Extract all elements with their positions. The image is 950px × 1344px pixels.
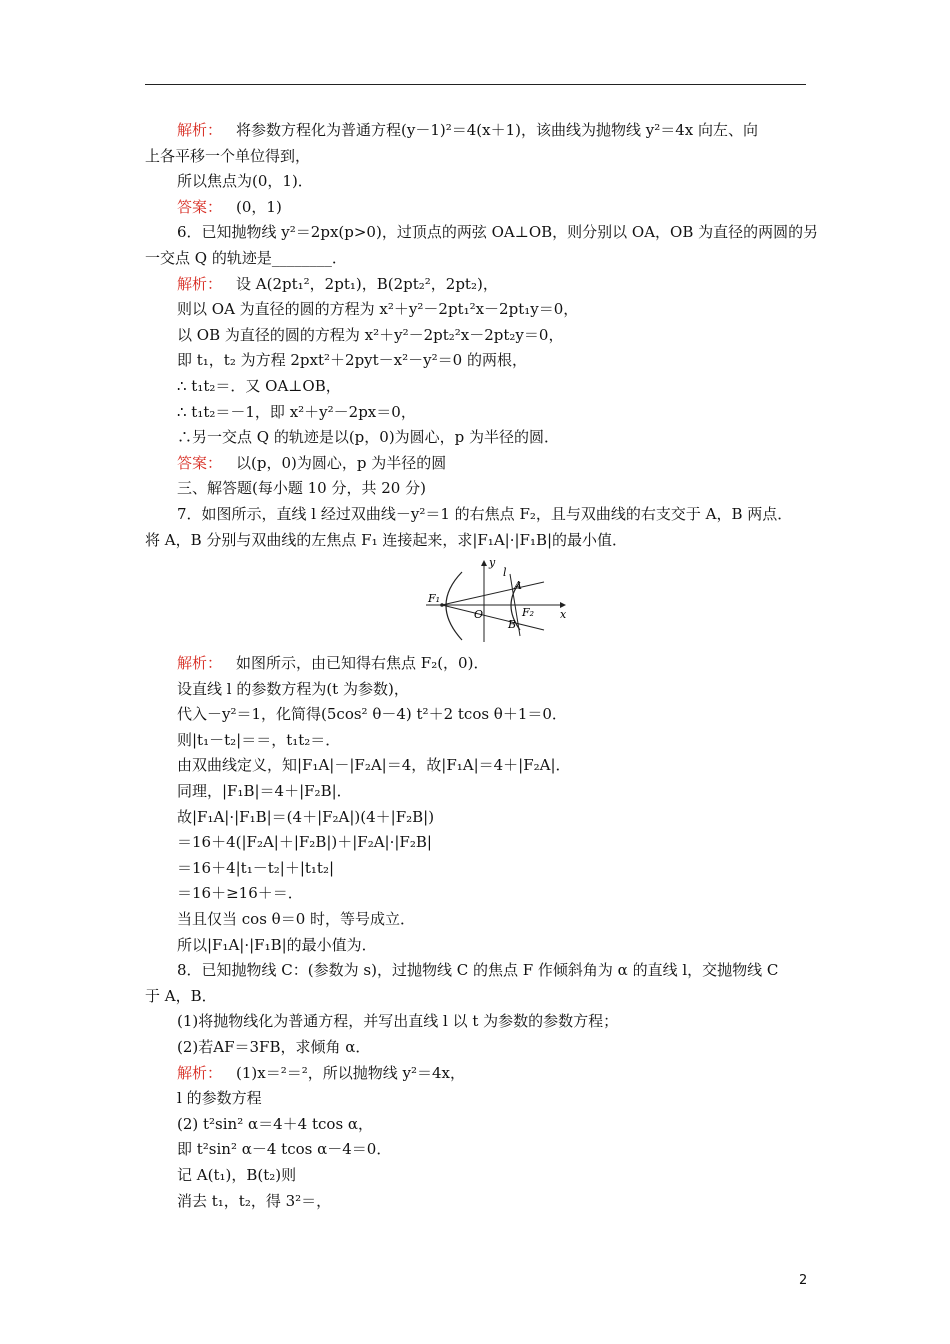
label-F1: F₁ <box>428 592 441 606</box>
document-body <box>145 118 819 1214</box>
text-line <box>145 297 807 323</box>
line-text: 8．已知抛物线 C：(参数为 s)，过抛物线 C 的焦点 F 作倾斜角为 α 的直线 l，交抛物线 C <box>177 961 779 980</box>
text-line <box>145 958 807 984</box>
line-text: ＝16＋≥16＋＝． <box>177 884 303 903</box>
label-B: B <box>508 618 517 632</box>
line-text: 6．已知抛物线 y²＝2px(p>0)，过顶点的两弦 OA⊥OB，则分别以 OA，OB 为直径的两圆的另 <box>177 223 819 242</box>
text-block-1 <box>145 118 819 553</box>
hyperbola-diagram <box>422 558 568 644</box>
header-rule <box>145 84 806 85</box>
text-line <box>145 272 807 298</box>
text-line <box>145 1189 807 1215</box>
text-line <box>145 374 807 400</box>
text-line <box>145 118 807 144</box>
line-text: (2)若AF＝3FB，求倾角 α． <box>177 1038 371 1056</box>
line-text: 将参数方程化为普通方程(y－1)²＝4(x＋1)，该曲线为抛物线 y²＝4x 向左、向 <box>236 121 759 139</box>
line-text: 一交点 Q 的轨迹是________． <box>145 248 347 267</box>
text-line <box>145 856 807 882</box>
text-line <box>145 907 807 933</box>
line-text: ∴ t₁t₂＝－1，即 x²＋y²－2px＝0， <box>177 402 416 421</box>
line-text: (0，1) <box>236 197 282 216</box>
text-line <box>145 805 807 831</box>
line-text: 当且仅当 cos θ＝0 时，等号成立． <box>177 910 416 929</box>
text-line <box>145 348 807 374</box>
section-label: 解析： <box>177 121 223 139</box>
text-line <box>145 1035 807 1061</box>
line-text: 则|t₁－t₂|＝＝，t₁t₂＝． <box>177 730 341 749</box>
text-line <box>145 753 807 779</box>
text-line <box>145 528 807 554</box>
line-text: (1)将抛物线化为普通方程，并写出直线 l 以 t 为参数的参数方程； <box>177 1012 619 1031</box>
line-text: ＝16＋4|t₁－t₂|＋|t₁t₂| <box>177 858 335 877</box>
text-line <box>145 830 807 856</box>
line-text: 于 A，B． <box>145 986 217 1005</box>
line-text: 则以 OA 为直径的圆的方程为 x²＋y²－2pt₁²x－2pt₁y＝0， <box>177 300 579 319</box>
line-text: 三、解答题(每小题 10 分，共 20 分) <box>177 479 426 498</box>
label-l: l <box>503 566 507 580</box>
line-text: 7．如图所示，直线 l 经过双曲线－y²＝1 的右焦点 F₂，且与双曲线的右支交于 A，B 两点． <box>177 504 793 523</box>
line-text: 设直线 l 的参数方程为(t 为参数)， <box>177 679 409 698</box>
line-text: ＝16＋4(|F₂A|＋|F₂B|)＋|F₂A|·|F₂B| <box>177 833 432 852</box>
label-F2: F₂ <box>522 606 535 620</box>
line-text: 同理，|F₁B|＝4＋|F₂B|． <box>177 782 352 801</box>
line-text: (1)x＝²＝²，所以抛物线 y²＝4x， <box>236 1063 466 1082</box>
line-text: 以 OB 为直径的圆的方程为 x²＋y²－2pt₂²x－2pt₂y＝0， <box>177 325 564 344</box>
line-text: ∴另一交点 Q 的轨迹是以(p，0)为圆心，p 为半径的圆． <box>177 428 560 447</box>
line-text: 设 A(2pt₁²，2pt₁)，B(2pt₂²，2pt₂)， <box>236 274 498 293</box>
hyperbola-figure <box>145 553 807 651</box>
line-text: 即 t₁，t₂ 为方程 2pxt²＋2pyt－x²－y²＝0 的两根， <box>177 351 527 370</box>
line-text: 故|F₁A|·|F₁B|＝(4＋|F₂A|)(4＋|F₂B|) <box>177 807 435 826</box>
line-text: 所以焦点为(0，1)． <box>177 172 313 191</box>
text-line <box>145 476 807 502</box>
line-text: 即 t²sin² α－4 tcos α－4＝0． <box>177 1140 392 1159</box>
text-line <box>145 933 807 959</box>
text-line <box>145 881 807 907</box>
line-text: 将 A，B 分别与双曲线的左焦点 F₁ 连接起来，求|F₁A|·|F₁B|的最小值． <box>145 530 628 549</box>
line-text: 如图所示，由已知得右焦点 F₂(，0)． <box>236 654 489 673</box>
line-text: l 的参数方程 <box>177 1089 262 1108</box>
line-text: 上各平移一个单位得到， <box>145 146 311 165</box>
text-line <box>145 779 807 805</box>
line-text: (2) t²sin² α＝4＋4 tcos α， <box>177 1114 374 1133</box>
line-text: 所以|F₁A|·|F₁B|的最小值为． <box>177 935 377 954</box>
text-line <box>145 144 807 170</box>
text-line <box>145 702 807 728</box>
section-label: 解析： <box>177 654 223 673</box>
text-line <box>145 651 807 677</box>
text-line <box>145 169 807 195</box>
label-x: x <box>560 608 567 622</box>
section-label: 答案： <box>177 197 223 216</box>
line-text: 以(p，0)为圆心，p 为半径的圆 <box>236 453 447 472</box>
section-label: 答案： <box>177 453 223 472</box>
text-block-2 <box>145 651 807 1214</box>
text-line <box>145 1112 807 1138</box>
line-text: 记 A(t₁)，B(t₂)则 <box>177 1165 297 1184</box>
text-line <box>145 425 807 451</box>
line-text: 代入－y²＝1，化简得(5cos² θ－4) t²＋2 tcos θ＋1＝0． <box>177 705 567 724</box>
text-line <box>145 728 807 754</box>
text-line <box>145 246 807 272</box>
line-text: 由双曲线定义，知|F₁A|－|F₂A|＝4，故|F₁A|＝4＋|F₂A|． <box>177 756 571 775</box>
label-A: A <box>514 579 522 593</box>
line-text: ∴ t₁t₂＝．又 OA⊥OB， <box>177 376 341 395</box>
text-line <box>145 400 807 426</box>
text-line <box>145 984 807 1010</box>
text-line <box>145 451 807 477</box>
line-text: 消去 t₁，t₂，得 3²＝， <box>177 1191 332 1210</box>
text-line <box>145 220 819 246</box>
label-y: y <box>489 558 496 570</box>
section-label: 解析： <box>177 1063 223 1082</box>
text-line <box>145 502 807 528</box>
text-line <box>145 1009 807 1035</box>
text-line <box>145 1163 807 1189</box>
section-label: 解析： <box>177 274 223 293</box>
text-line <box>145 677 807 703</box>
text-line <box>145 195 807 221</box>
text-line <box>145 1086 807 1112</box>
label-O: O <box>474 608 484 622</box>
text-line <box>145 1061 807 1087</box>
text-line <box>145 323 807 349</box>
text-line <box>145 1137 807 1163</box>
page-number: 2 <box>799 1273 808 1288</box>
